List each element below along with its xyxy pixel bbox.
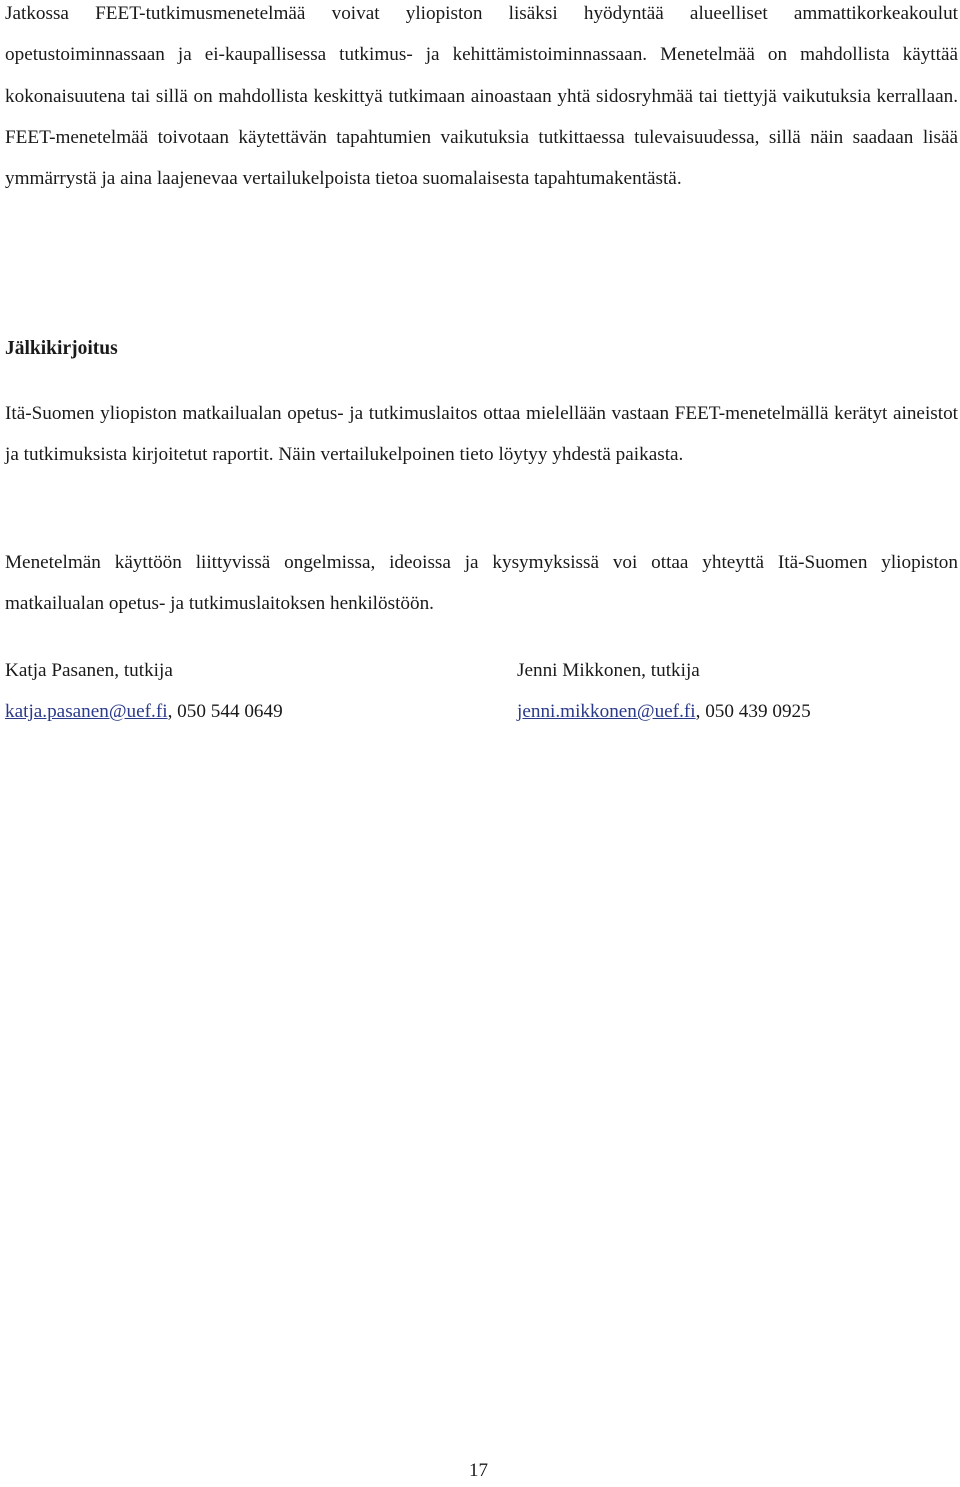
phone-2: , 050 439 0925	[695, 701, 811, 722]
contact-details-2	[517, 691, 811, 732]
contact-name-1: Katja Pasanen, tutkija	[5, 660, 173, 681]
paragraph-data-collection: Itä-Suomen yliopiston matkailualan opetus- ja tutkimuslaitos ottaa mielellään vastaan FEET-menetelmällä kerätyt aineistot ja tutkimuksista kirjoitetut raportit. Näin vertailukelpoinen tieto löytyy yhdestä paikasta.	[5, 403, 958, 466]
email-link-1[interactable]: katja.pasanen@uef.fi	[5, 701, 168, 722]
page-number: 17	[469, 1460, 488, 1481]
email-link-2[interactable]: jenni.mikkonen@uef.fi	[517, 701, 696, 722]
contact-details-1	[5, 691, 283, 732]
paragraph-contact-info: Menetelmän käyttöön liittyvissä ongelmissa, ideoissa ja kysymyksissä voi ottaa yhteyttä Itä-Suomen yliopiston matkailualan opetus- ja tutkimuslaitoksen henkilöstöön.	[5, 552, 958, 615]
contact-name-2: Jenni Mikkonen, tutkija	[517, 660, 700, 681]
paragraph-future-use: Jatkossa FEET-tutkimusmenetelmää voivat yliopiston lisäksi hyödyntää alueelliset ammattikorkeakoulut opetustoiminnassaan ja ei-kaupallisessa tutkimus- ja kehittämistoiminnassaan. Menetelmää on mahdollista käyttää kokonaisuutena tai sillä on mahdollista keskittyä tutkimaan ainoastaan yhtä sidosryhmää tai tiettyjä vaikutuksia kerrallaan. FEET-menetelmää toivotaan käytettävän tapahtumien vaikutuksia tutkittaessa tulevaisuudessa, sillä näin saadaan lisää ymmärrystä ja aina laajenevaa vertailukelpoista tietoa suomalaisesta tapahtumakentästä.	[5, 3, 958, 190]
phone-1: , 050 544 0649	[167, 701, 283, 722]
section-heading: Jälkikirjoitus	[5, 338, 118, 359]
